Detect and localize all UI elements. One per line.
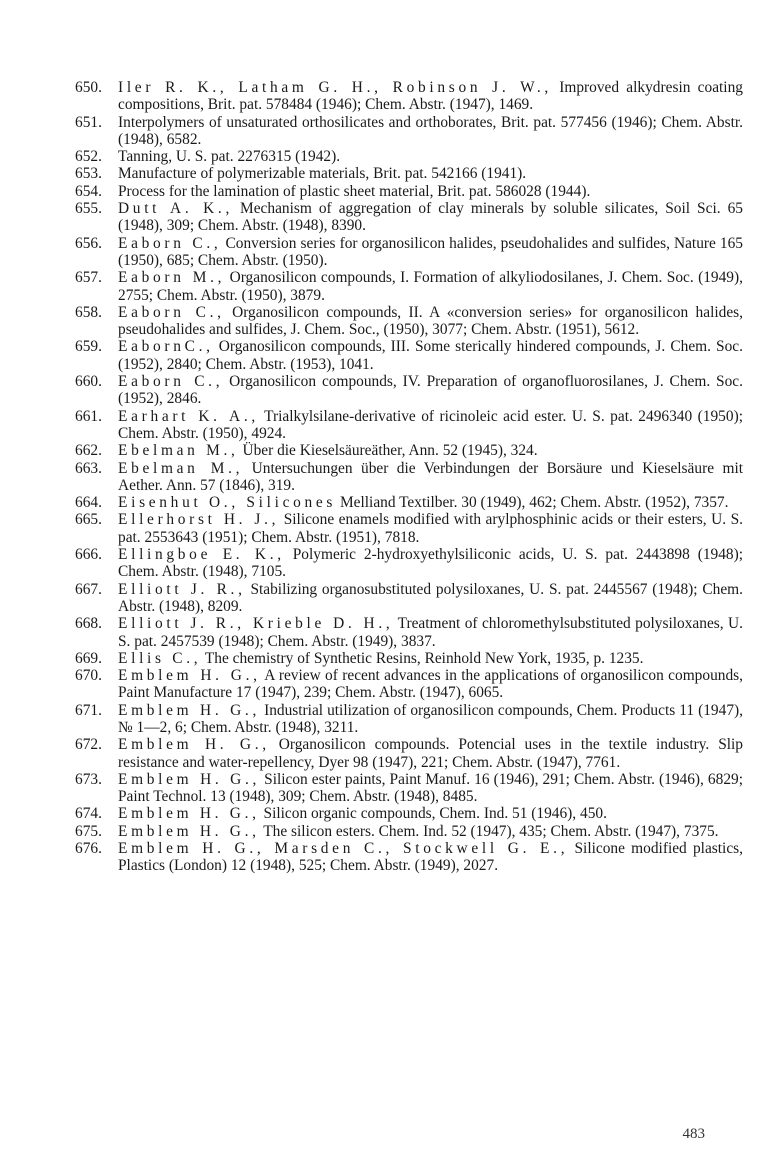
reference-number: 674. bbox=[75, 805, 102, 823]
reference-text: Trialkylsilane-derivative of ricinoleic acid ester. U. S. pat. 2496340 (1950); Chem. Abstr. (1950), 4924. bbox=[118, 407, 743, 442]
reference-author: EabornC., bbox=[118, 338, 214, 356]
reference-text: Untersuchungen über die Verbindungen der Borsäure und Kieselsäure mit Aether. Ann. 57 (1846), 319. bbox=[118, 459, 744, 494]
reference-body bbox=[118, 338, 743, 373]
reference-item bbox=[75, 269, 743, 304]
reference-author: Emblem H. G., Marsden C., Stockwell G. E., bbox=[118, 840, 569, 858]
reference-body bbox=[118, 114, 743, 149]
reference-body bbox=[118, 546, 743, 581]
reference-author: Ellingboe E. K., bbox=[118, 546, 285, 564]
reference-number: 658. bbox=[75, 303, 102, 321]
reference-number: 671. bbox=[75, 701, 102, 719]
reference-item bbox=[75, 650, 743, 667]
reference-item bbox=[75, 200, 743, 235]
reference-author: Ellerhorst H. J., bbox=[118, 511, 280, 529]
reference-text: Über die Kieselsäureäther, Ann. 52 (1945), 324. bbox=[242, 442, 538, 460]
reference-body bbox=[118, 615, 743, 650]
reference-text: Melliand Textilber. 30 (1949), 462; Chem. Abstr. (1952), 7357. bbox=[339, 494, 729, 512]
reference-text: Organosilicon compounds. Potencial uses in the textile industry. Slip resistance and water-repellency, Dyer 98 (1947), 221; Chem. Abstr. (1947), 7761. bbox=[118, 736, 744, 771]
reference-body bbox=[118, 460, 743, 495]
reference-number: 651. bbox=[75, 113, 102, 131]
reference-author: Emblem H. G., bbox=[118, 701, 261, 719]
reference-body bbox=[118, 823, 743, 840]
reference-text: Stabilizing organosubstituted polysiloxanes, U. S. pat. 2445567 (1948); Chem. Abstr. (1948), 8209. bbox=[118, 580, 743, 615]
reference-item bbox=[75, 79, 743, 114]
reference-body bbox=[118, 805, 743, 822]
reference-number: 670. bbox=[75, 667, 102, 685]
reference-author: Ellis C., bbox=[118, 649, 202, 667]
reference-item bbox=[75, 165, 743, 182]
reference-author: Eaborn C., bbox=[118, 373, 224, 391]
reference-body bbox=[118, 269, 743, 304]
reference-author: Dutt A. K., bbox=[118, 200, 233, 218]
reference-item bbox=[75, 408, 743, 443]
reference-number: 662. bbox=[75, 442, 102, 460]
reference-number: 659. bbox=[75, 338, 102, 356]
reference-item bbox=[75, 840, 743, 875]
reference-number: 676. bbox=[75, 840, 102, 858]
reference-author: Earhart K. A., bbox=[118, 407, 259, 425]
reference-body bbox=[118, 373, 743, 408]
reference-item bbox=[75, 823, 743, 840]
reference-item bbox=[75, 338, 743, 373]
reference-text: Organosilicon compounds, II. A «conversion series» for organosilicon halides, pseudohalides and sulfides, J. Chem. Soc., (1950), 3077; Chem. Abstr. (1951), 5612. bbox=[118, 303, 743, 339]
reference-author: Elliott J. R., bbox=[118, 580, 246, 598]
reference-number: 653. bbox=[75, 165, 102, 183]
reference-text: Tanning, U. S. pat. 2276315 (1942). bbox=[118, 148, 341, 166]
reference-text: Silicon ester paints, Paint Manuf. 16 (1946), 291; Chem. Abstr. (1946), 6829; Paint Technol. 13 (1948), 309; Chem. Abstr. (1948), 8485. bbox=[118, 770, 743, 806]
reference-body bbox=[118, 702, 743, 737]
reference-number: 664. bbox=[75, 494, 102, 512]
reference-body bbox=[118, 165, 743, 182]
reference-body bbox=[118, 183, 743, 200]
reference-item bbox=[75, 546, 743, 581]
reference-author: Eisenhut O., Silicones bbox=[118, 494, 337, 512]
reference-author: Emblem H. G., bbox=[118, 736, 270, 754]
reference-number: 663. bbox=[75, 459, 102, 477]
reference-author: Eaborn C., bbox=[118, 234, 222, 252]
reference-body bbox=[118, 650, 743, 667]
reference-number: 669. bbox=[75, 649, 102, 667]
reference-body bbox=[118, 581, 743, 616]
reference-body bbox=[118, 494, 743, 511]
reference-item bbox=[75, 235, 743, 270]
reference-number: 655. bbox=[75, 200, 102, 218]
reference-text: Mechanism of aggregation of clay minerals by soluble silicates, Soil Sci. 65 (1948), 309; Chem. Abstr. (1948), 8390. bbox=[118, 200, 743, 235]
reference-body bbox=[118, 79, 743, 114]
reference-number: 667. bbox=[75, 580, 102, 598]
reference-text: Conversion series for organosilicon halides, pseudohalides and sulfides, Nature 165 (1950), 685; Chem. Abstr. (1950). bbox=[118, 234, 743, 269]
reference-text: Silicone enamels modified with arylphosphinic acids or their esters, U. S. pat. 2553643 (1951); Chem. Abstr. (1951), 7818. bbox=[118, 511, 743, 546]
reference-author: Elliott J. R., Krieble D. H., bbox=[118, 615, 394, 633]
reference-author: Eaborn C., bbox=[118, 303, 225, 321]
reference-text: Polymeric 2-hydroxyethylsiliconic acids, U. S. pat. 2443898 (1948); Chem. Abstr. (1948), 7105. bbox=[118, 546, 743, 581]
reference-number: 668. bbox=[75, 615, 102, 633]
reference-body bbox=[118, 511, 743, 546]
reference-number: 673. bbox=[75, 770, 102, 788]
reference-number: 652. bbox=[75, 148, 102, 166]
reference-list bbox=[75, 79, 743, 875]
reference-item bbox=[75, 183, 743, 200]
reference-item bbox=[75, 771, 743, 806]
reference-number: 660. bbox=[75, 373, 102, 391]
reference-item bbox=[75, 460, 743, 495]
reference-author: Ebelman M., bbox=[118, 442, 239, 460]
reference-text: Organosilicon compounds, III. Some sterically hindered compounds, J. Chem. Soc. (1952), 2840; Chem. Abstr. (1953), 1041. bbox=[118, 338, 743, 373]
reference-item bbox=[75, 581, 743, 616]
reference-item bbox=[75, 373, 743, 408]
reference-author: Emblem H. G., bbox=[118, 667, 261, 685]
reference-item bbox=[75, 494, 743, 511]
reference-number: 654. bbox=[75, 182, 102, 200]
reference-body bbox=[118, 667, 743, 702]
reference-number: 665. bbox=[75, 511, 102, 529]
reference-item bbox=[75, 615, 743, 650]
reference-item bbox=[75, 148, 743, 165]
reference-text: Silicon organic compounds, Chem. Ind. 51 (1946), 450. bbox=[263, 805, 607, 823]
reference-item bbox=[75, 702, 743, 737]
reference-body bbox=[118, 200, 743, 235]
reference-text: Manufacture of polymerizable materials, Brit. pat. 542166 (1941). bbox=[118, 165, 527, 183]
reference-author: Eaborn M., bbox=[118, 269, 226, 287]
reference-text: A review of recent advances in the applications of organosilicon compounds, Paint Manufacture 17 (1947), 239; Chem. Abstr. (1947), 6065. bbox=[118, 667, 743, 702]
reference-text: Industrial utilization of organosilicon compounds, Chem. Products 11 (1947), № 1—2, 6; Chem. Abstr. (1948), 3211. bbox=[118, 701, 743, 736]
reference-text: Process for the lamination of plastic sheet material, Brit. pat. 586028 (1944). bbox=[118, 182, 591, 200]
reference-item bbox=[75, 442, 743, 459]
reference-text: Silicone modified plastics, Plastics (London) 12 (1948), 525; Chem. Abstr. (1949), 2027. bbox=[118, 840, 743, 875]
reference-body bbox=[118, 408, 743, 443]
reference-number: 650. bbox=[75, 79, 102, 96]
reference-body bbox=[118, 148, 743, 165]
reference-number: 666. bbox=[75, 546, 102, 564]
reference-author: Emblem H. G., bbox=[118, 805, 260, 823]
reference-number: 656. bbox=[75, 234, 102, 252]
reference-number: 672. bbox=[75, 736, 102, 754]
reference-body bbox=[118, 442, 743, 459]
reference-body bbox=[118, 840, 743, 875]
reference-text: Treatment of chloromethylsubstituted polysiloxanes, U. S. pat. 2457539 (1948); Chem. Abstr. (1949), 3837. bbox=[118, 615, 743, 650]
reference-body bbox=[118, 736, 743, 771]
reference-author: Emblem H. G., bbox=[118, 822, 260, 840]
reference-item bbox=[75, 667, 743, 702]
page-number: 483 bbox=[682, 1126, 705, 1142]
reference-item bbox=[75, 805, 743, 822]
reference-text: Improved alkydresin coating compositions, Brit. pat. 578484 (1946); Chem. Abstr. (1947), 1469. bbox=[118, 79, 743, 114]
reference-author: Ebelman M., bbox=[118, 459, 244, 477]
reference-body bbox=[118, 235, 743, 270]
reference-text: The silicon esters. Chem. Ind. 52 (1947), 435; Chem. Abstr. (1947), 7375. bbox=[263, 822, 719, 840]
reference-number: 661. bbox=[75, 407, 102, 425]
reference-body bbox=[118, 304, 743, 339]
reference-item bbox=[75, 511, 743, 546]
reference-item bbox=[75, 736, 743, 771]
reference-number: 657. bbox=[75, 269, 102, 287]
reference-author: Emblem H. G., bbox=[118, 770, 261, 788]
reference-text: Interpolymers of unsaturated orthosilicates and orthoborates, Brit. pat. 577456 (1946); Chem. Abstr. (1948), 6582. bbox=[118, 113, 743, 148]
reference-number: 675. bbox=[75, 822, 102, 840]
reference-author: Iler R. K., Latham G. H., Robinson J. W., bbox=[118, 79, 552, 96]
reference-item bbox=[75, 304, 743, 339]
reference-body bbox=[118, 771, 743, 806]
reference-item bbox=[75, 114, 743, 149]
reference-text: The chemistry of Synthetic Resins, Reinhold New York, 1935, p. 1235. bbox=[204, 649, 644, 667]
reference-text: Organosilicon compounds, I. Formation of alkyliodosilanes, J. Chem. Soc. (1949), 2755; Chem. Abstr. (1950), 3879. bbox=[118, 269, 743, 304]
reference-text: Organosilicon compounds, IV. Preparation of organofluorosilanes, J. Chem. Soc. (1952), 2846. bbox=[118, 373, 743, 408]
